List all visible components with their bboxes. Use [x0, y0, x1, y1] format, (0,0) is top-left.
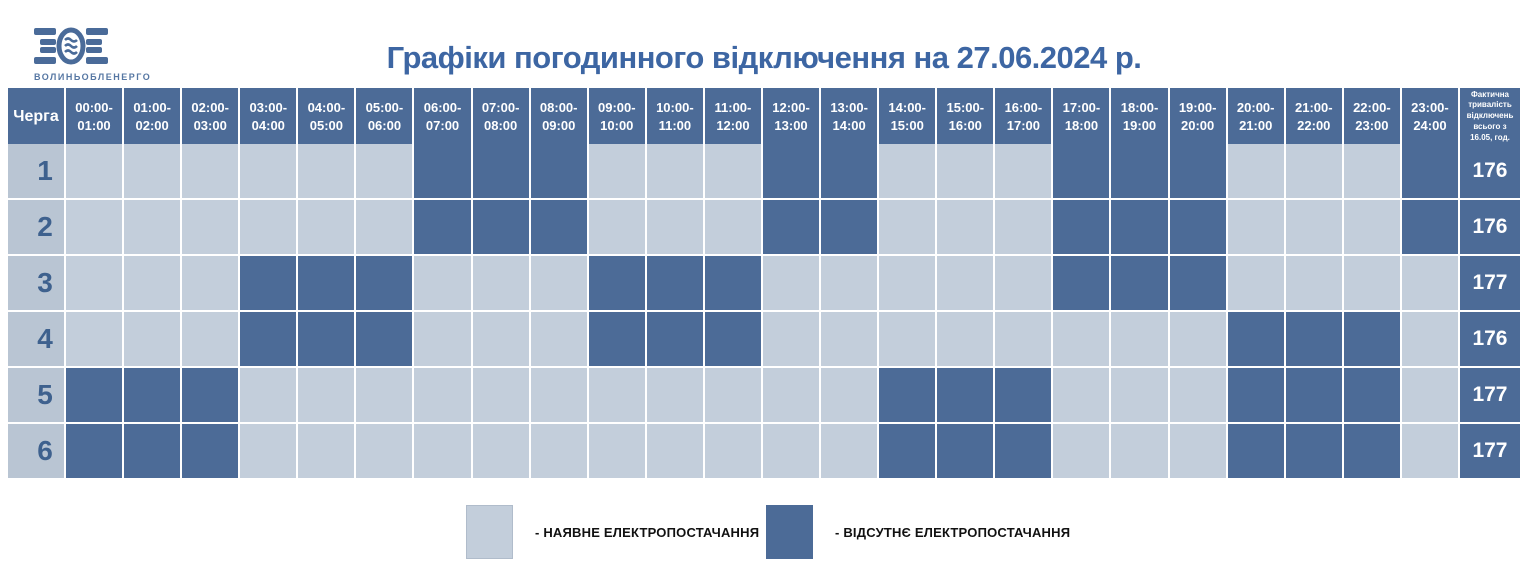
legend-label-outage: - ВІДСУТНЄ ЕЛЕКТРОПОСТАЧАННЯ [835, 524, 1071, 540]
legend-label-available: - НАЯВНЕ ЕЛЕКТРОПОСТАЧАННЯ [535, 524, 760, 540]
cell-q5-h20 [1228, 368, 1284, 422]
cell-q4-h12 [763, 312, 819, 366]
queue-label-4: 4 [8, 312, 64, 366]
column-header-hour-17: 17:00- 18:00 [1053, 88, 1109, 145]
cell-q1-h05 [356, 144, 412, 198]
legend-item-outage [766, 505, 1070, 559]
cell-q2-h07 [473, 200, 529, 254]
cell-q5-h21 [1286, 368, 1342, 422]
cell-q5-h10 [647, 368, 703, 422]
legend [0, 505, 1528, 561]
cell-q5-h08 [531, 368, 587, 422]
cell-q3-h05 [356, 256, 412, 310]
cell-q4-h17 [1053, 312, 1109, 366]
queue-label-2: 2 [8, 200, 64, 254]
cell-q2-h02 [182, 200, 238, 254]
cell-q1-h20 [1228, 144, 1284, 198]
cell-q6-h23 [1402, 424, 1458, 478]
cell-q2-h16 [995, 200, 1051, 254]
cell-q6-h19 [1170, 424, 1226, 478]
cell-q4-h11 [705, 312, 761, 366]
cell-q3-h18 [1111, 256, 1167, 310]
cell-q4-h07 [473, 312, 529, 366]
total-hours-q3: 177 [1460, 256, 1520, 310]
cell-q3-h09 [589, 256, 645, 310]
cell-q3-h17 [1053, 256, 1109, 310]
cell-q2-h17 [1053, 200, 1109, 254]
cell-q1-h11 [705, 144, 761, 198]
total-hours-q4: 176 [1460, 312, 1520, 366]
cell-q4-h14 [879, 312, 935, 366]
cell-q2-h00 [66, 200, 122, 254]
cell-q4-h06 [414, 312, 470, 366]
column-header-hour-18: 18:00- 19:00 [1111, 88, 1167, 145]
cell-q4-h18 [1111, 312, 1167, 366]
cell-q5-h05 [356, 368, 412, 422]
cell-q1-h07 [473, 144, 529, 198]
cell-q2-h19 [1170, 200, 1226, 254]
cell-q2-h09 [589, 200, 645, 254]
cell-q2-h01 [124, 200, 180, 254]
cell-q2-h05 [356, 200, 412, 254]
cell-q3-h01 [124, 256, 180, 310]
cell-q5-h17 [1053, 368, 1109, 422]
column-header-hour-22: 22:00- 23:00 [1344, 88, 1400, 145]
cell-q5-h13 [821, 368, 877, 422]
cell-q1-h21 [1286, 144, 1342, 198]
cell-q5-h03 [240, 368, 296, 422]
cell-q1-h12 [763, 144, 819, 198]
cell-q4-h23 [1402, 312, 1458, 366]
cell-q5-h14 [879, 368, 935, 422]
cell-q5-h04 [298, 368, 354, 422]
column-header-hour-13: 13:00- 14:00 [821, 88, 877, 145]
cell-q3-h11 [705, 256, 761, 310]
cell-q1-h00 [66, 144, 122, 198]
cell-q2-h11 [705, 200, 761, 254]
cell-q1-h10 [647, 144, 703, 198]
cell-q5-h06 [414, 368, 470, 422]
cell-q6-h14 [879, 424, 935, 478]
cell-q1-h14 [879, 144, 935, 198]
cell-q5-h23 [1402, 368, 1458, 422]
cell-q3-h04 [298, 256, 354, 310]
cell-q3-h07 [473, 256, 529, 310]
cell-q6-h02 [182, 424, 238, 478]
column-header-hour-02: 02:00- 03:00 [182, 88, 238, 145]
cell-q3-h08 [531, 256, 587, 310]
column-header-total-duration: Фактична тривалість відключень всього з 16.05, год. [1460, 88, 1520, 145]
outage-schedule-table [8, 88, 1520, 478]
cell-q5-h07 [473, 368, 529, 422]
cell-q1-h01 [124, 144, 180, 198]
cell-q6-h15 [937, 424, 993, 478]
cell-q3-h15 [937, 256, 993, 310]
cell-q5-h12 [763, 368, 819, 422]
cell-q2-h04 [298, 200, 354, 254]
column-header-hour-05: 05:00- 06:00 [356, 88, 412, 145]
cell-q1-h23 [1402, 144, 1458, 198]
cell-q1-h13 [821, 144, 877, 198]
column-header-hour-16: 16:00- 17:00 [995, 88, 1051, 145]
cell-q1-h03 [240, 144, 296, 198]
cell-q6-h00 [66, 424, 122, 478]
cell-q4-h09 [589, 312, 645, 366]
cell-q1-h17 [1053, 144, 1109, 198]
legend-swatch-available [466, 505, 513, 559]
cell-q5-h00 [66, 368, 122, 422]
cell-q2-h12 [763, 200, 819, 254]
cell-q6-h22 [1344, 424, 1400, 478]
queue-label-5: 5 [8, 368, 64, 422]
cell-q2-h14 [879, 200, 935, 254]
cell-q6-h13 [821, 424, 877, 478]
cell-q3-h22 [1344, 256, 1400, 310]
cell-q2-h03 [240, 200, 296, 254]
column-header-hour-01: 01:00- 02:00 [124, 88, 180, 145]
cell-q5-h01 [124, 368, 180, 422]
cell-q5-h18 [1111, 368, 1167, 422]
cell-q4-h00 [66, 312, 122, 366]
column-header-hour-15: 15:00- 16:00 [937, 88, 993, 145]
column-header-hour-11: 11:00- 12:00 [705, 88, 761, 145]
column-header-hour-10: 10:00- 11:00 [647, 88, 703, 145]
total-hours-q6: 177 [1460, 424, 1520, 478]
cell-q2-h23 [1402, 200, 1458, 254]
cell-q2-h18 [1111, 200, 1167, 254]
cell-q6-h18 [1111, 424, 1167, 478]
cell-q5-h22 [1344, 368, 1400, 422]
column-header-hour-07: 07:00- 08:00 [473, 88, 529, 145]
cell-q1-h09 [589, 144, 645, 198]
cell-q3-h12 [763, 256, 819, 310]
cell-q3-h03 [240, 256, 296, 310]
cell-q6-h01 [124, 424, 180, 478]
queue-label-3: 3 [8, 256, 64, 310]
cell-q3-h16 [995, 256, 1051, 310]
column-header-queue: Черга [8, 88, 64, 145]
cell-q6-h05 [356, 424, 412, 478]
cell-q4-h15 [937, 312, 993, 366]
column-header-hour-08: 08:00- 09:00 [531, 88, 587, 145]
cell-q4-h16 [995, 312, 1051, 366]
cell-q5-h11 [705, 368, 761, 422]
cell-q3-h19 [1170, 256, 1226, 310]
cell-q3-h14 [879, 256, 935, 310]
cell-q2-h15 [937, 200, 993, 254]
cell-q6-h03 [240, 424, 296, 478]
cell-q1-h22 [1344, 144, 1400, 198]
cell-q1-h04 [298, 144, 354, 198]
cell-q4-h10 [647, 312, 703, 366]
cell-q6-h06 [414, 424, 470, 478]
cell-q1-h02 [182, 144, 238, 198]
cell-q6-h09 [589, 424, 645, 478]
cell-q4-h08 [531, 312, 587, 366]
cell-q1-h18 [1111, 144, 1167, 198]
cell-q1-h16 [995, 144, 1051, 198]
cell-q4-h21 [1286, 312, 1342, 366]
total-hours-q2: 176 [1460, 200, 1520, 254]
cell-q6-h20 [1228, 424, 1284, 478]
cell-q5-h02 [182, 368, 238, 422]
cell-q3-h20 [1228, 256, 1284, 310]
cell-q4-h13 [821, 312, 877, 366]
cell-q5-h16 [995, 368, 1051, 422]
column-header-hour-06: 06:00- 07:00 [414, 88, 470, 145]
cell-q5-h09 [589, 368, 645, 422]
cell-q5-h15 [937, 368, 993, 422]
column-header-hour-21: 21:00- 22:00 [1286, 88, 1342, 145]
cell-q1-h08 [531, 144, 587, 198]
cell-q2-h22 [1344, 200, 1400, 254]
cell-q1-h19 [1170, 144, 1226, 198]
total-hours-q1: 176 [1460, 144, 1520, 198]
queue-label-6: 6 [8, 424, 64, 478]
cell-q5-h19 [1170, 368, 1226, 422]
cell-q6-h11 [705, 424, 761, 478]
cell-q3-h02 [182, 256, 238, 310]
column-header-hour-04: 04:00- 05:00 [298, 88, 354, 145]
cell-q6-h07 [473, 424, 529, 478]
cell-q2-h20 [1228, 200, 1284, 254]
cell-q2-h13 [821, 200, 877, 254]
cell-q4-h04 [298, 312, 354, 366]
cell-q6-h10 [647, 424, 703, 478]
queue-label-1: 1 [8, 144, 64, 198]
cell-q3-h21 [1286, 256, 1342, 310]
column-header-hour-20: 20:00- 21:00 [1228, 88, 1284, 145]
total-hours-q5: 177 [1460, 368, 1520, 422]
column-header-hour-19: 19:00- 20:00 [1170, 88, 1226, 145]
page-title: Графіки погодинного відключення на 27.06.2024 р. [386, 40, 1142, 75]
cell-q3-h06 [414, 256, 470, 310]
cell-q3-h23 [1402, 256, 1458, 310]
cell-q2-h21 [1286, 200, 1342, 254]
column-header-hour-23: 23:00- 24:00 [1402, 88, 1458, 145]
cell-q4-h03 [240, 312, 296, 366]
cell-q3-h10 [647, 256, 703, 310]
cell-q4-h20 [1228, 312, 1284, 366]
cell-q4-h01 [124, 312, 180, 366]
legend-item-available [466, 505, 759, 559]
cell-q3-h00 [66, 256, 122, 310]
cell-q4-h22 [1344, 312, 1400, 366]
cell-q2-h06 [414, 200, 470, 254]
column-header-hour-09: 09:00- 10:00 [589, 88, 645, 145]
cell-q3-h13 [821, 256, 877, 310]
cell-q2-h10 [647, 200, 703, 254]
cell-q2-h08 [531, 200, 587, 254]
column-header-hour-03: 03:00- 04:00 [240, 88, 296, 145]
cell-q6-h12 [763, 424, 819, 478]
cell-q6-h21 [1286, 424, 1342, 478]
cell-q1-h15 [937, 144, 993, 198]
cell-q6-h16 [995, 424, 1051, 478]
cell-q6-h17 [1053, 424, 1109, 478]
logo-company-name: ВОЛИНЬОБЛЕНЕРГО [34, 72, 152, 82]
cell-q4-h19 [1170, 312, 1226, 366]
column-header-hour-12: 12:00- 13:00 [763, 88, 819, 145]
column-header-hour-00: 00:00- 01:00 [66, 88, 122, 145]
cell-q4-h05 [356, 312, 412, 366]
cell-q4-h02 [182, 312, 238, 366]
legend-swatch-outage [766, 505, 813, 559]
cell-q6-h08 [531, 424, 587, 478]
column-header-hour-14: 14:00- 15:00 [879, 88, 935, 145]
cell-q1-h06 [414, 144, 470, 198]
cell-q6-h04 [298, 424, 354, 478]
